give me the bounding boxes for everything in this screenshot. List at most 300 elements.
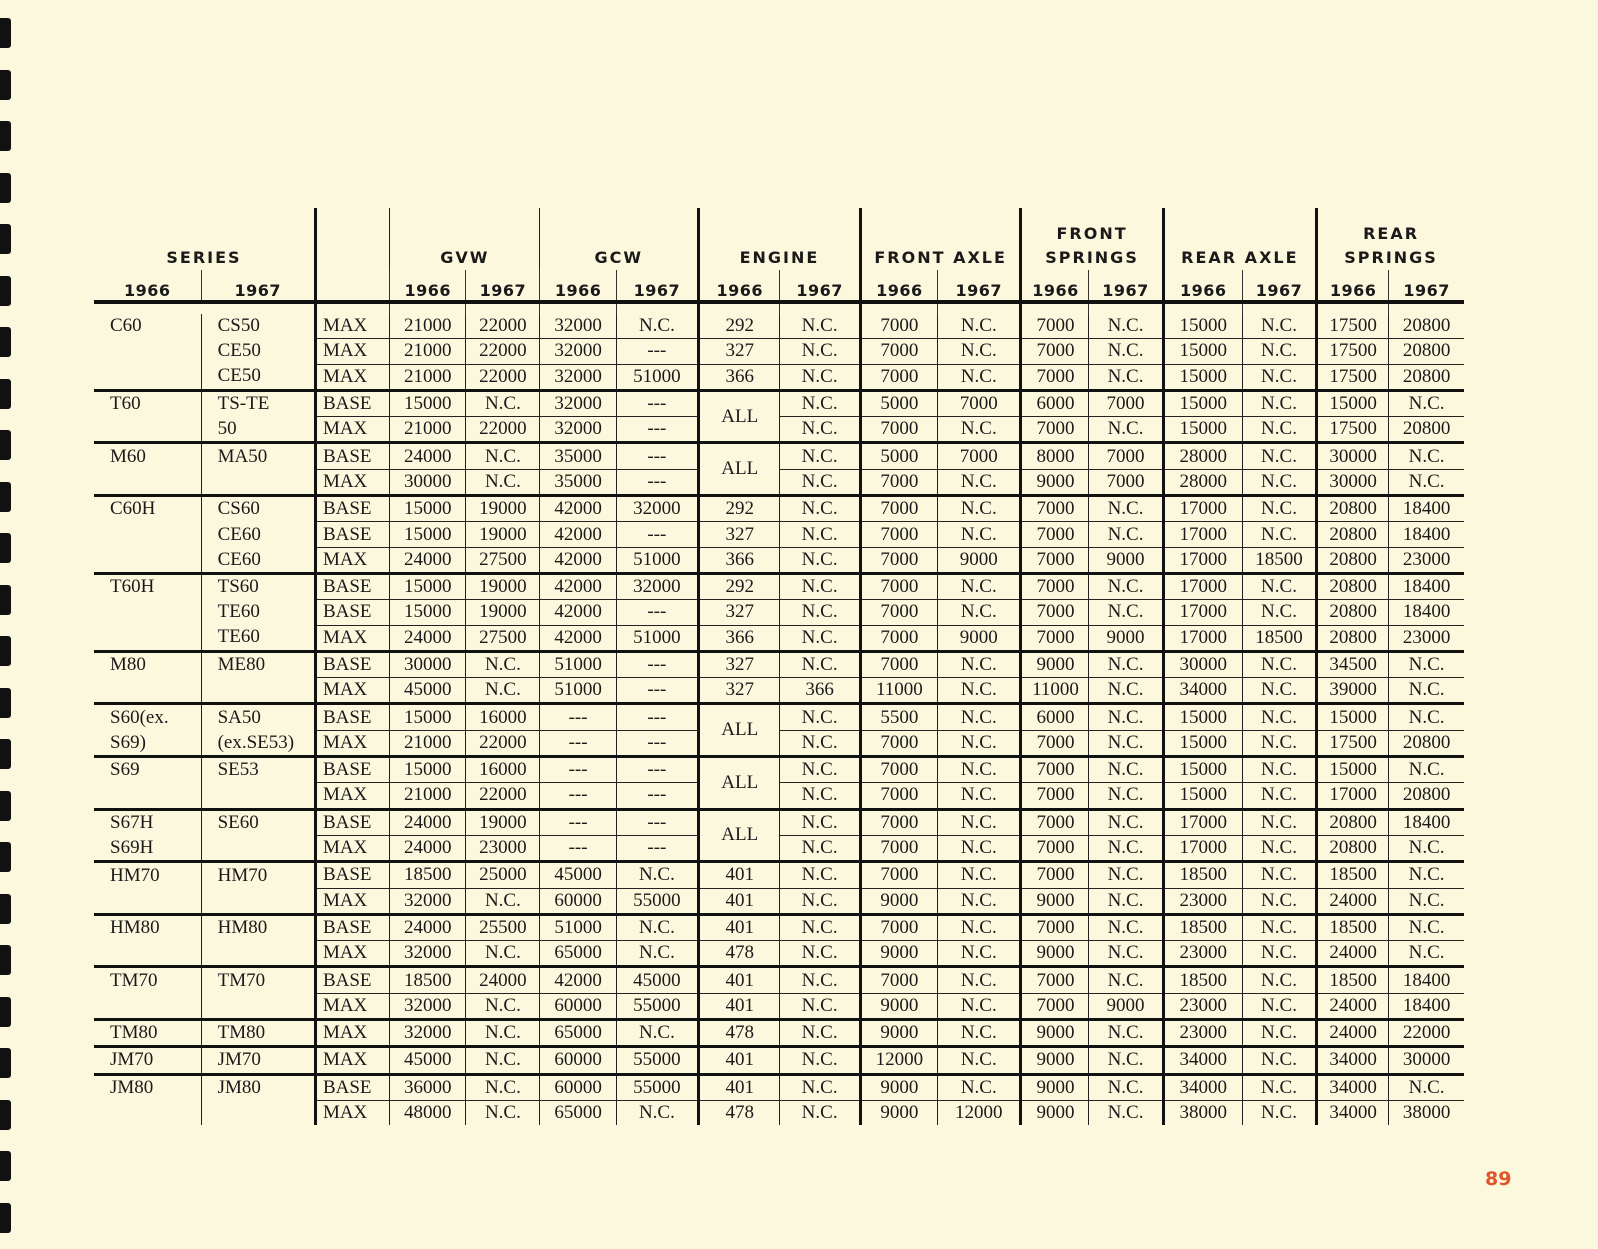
- header-front-axle: FRONT AXLE: [860, 208, 1021, 270]
- cell-s67: TM80: [201, 1020, 315, 1047]
- cell-gvw66: 45000: [390, 678, 466, 704]
- cell-t: BASE: [315, 522, 389, 547]
- cell-gvw66: 21000: [390, 730, 466, 756]
- cell-fa66: 9000: [860, 993, 937, 1019]
- cell-fa66: 7000: [860, 862, 937, 888]
- cell-fs66: 7000: [1021, 625, 1089, 651]
- cell-s67: [201, 783, 315, 809]
- cell-gvw67: 22000: [466, 339, 540, 364]
- cell-e66: ALL: [699, 809, 780, 862]
- cell-gvw67: N.C.: [466, 941, 540, 967]
- cell-fs67: N.C.: [1089, 600, 1163, 625]
- cell-gcw67: N.C.: [616, 862, 698, 888]
- binder-hole: [0, 585, 11, 615]
- cell-rs67: 20800: [1389, 339, 1464, 364]
- cell-gcw66: 32000: [540, 390, 616, 416]
- specifications-table: [94, 208, 1464, 1125]
- cell-ra67: N.C.: [1242, 862, 1316, 888]
- cell-gvw67: 19000: [466, 600, 540, 625]
- cell-t: MAX: [315, 1020, 389, 1047]
- table-row: [94, 651, 1464, 677]
- cell-fa67: N.C.: [938, 757, 1021, 783]
- cell-e67: N.C.: [780, 600, 860, 625]
- cell-t: MAX: [315, 417, 389, 443]
- cell-s67: TM70: [201, 967, 315, 993]
- cell-rs66: 20800: [1317, 809, 1389, 835]
- cell-gcw67: N.C.: [616, 314, 698, 339]
- cell-gcw66: 42000: [540, 522, 616, 547]
- cell-rs66: 17500: [1317, 364, 1389, 390]
- cell-s67: JM70: [201, 1047, 315, 1074]
- cell-s66: JM70: [94, 1047, 201, 1074]
- cell-gcw66: 60000: [540, 888, 616, 914]
- cell-e66: 327: [699, 600, 780, 625]
- cell-fs67: N.C.: [1089, 1074, 1163, 1100]
- cell-gcw67: ---: [616, 704, 698, 730]
- cell-fa66: 9000: [860, 1074, 937, 1100]
- cell-e67: N.C.: [780, 364, 860, 390]
- cell-s66: C60H: [110, 498, 156, 520]
- binder-hole: [0, 791, 11, 821]
- cell-ra66: 17000: [1163, 809, 1242, 835]
- cell-e67: N.C.: [780, 547, 860, 573]
- cell-gcw67: 55000: [616, 993, 698, 1019]
- cell-e66: 401: [699, 1047, 780, 1074]
- cell-t: MAX: [315, 339, 389, 364]
- cell-ra66: 17000: [1163, 496, 1242, 522]
- cell-ra67: N.C.: [1242, 469, 1316, 495]
- cell-rs66: 20800: [1317, 625, 1389, 651]
- cell-s67: [201, 888, 315, 914]
- cell-gvw67: N.C.: [466, 469, 540, 495]
- cell-fs66: 8000: [1021, 443, 1089, 469]
- cell-ra66: 15000: [1163, 339, 1242, 364]
- cell-rs66: 24000: [1317, 941, 1389, 967]
- cell-s67: HM70: [201, 862, 315, 888]
- table-row: [94, 390, 1464, 416]
- cell-gcw66: ---: [540, 730, 616, 756]
- cell-rs67: 18400: [1389, 600, 1464, 625]
- cell-e67: N.C.: [780, 522, 860, 547]
- cell-rs66: 18500: [1317, 862, 1389, 888]
- cell-rs66: 20800: [1317, 522, 1389, 547]
- cell-fs66: 7000: [1021, 757, 1089, 783]
- cell-t: MAX: [315, 1047, 389, 1074]
- cell-ra67: N.C.: [1242, 1020, 1316, 1047]
- cell-fa66: 7000: [860, 835, 937, 861]
- cell-rs66: 20800: [1317, 547, 1389, 573]
- cell-rs67: N.C.: [1389, 651, 1464, 677]
- cell-s66: C60: [110, 315, 142, 337]
- cell-gcw66: 42000: [540, 496, 616, 522]
- cell-t: BASE: [315, 443, 389, 469]
- cell-gcw66: 65000: [540, 941, 616, 967]
- cell-fs67: 7000: [1089, 443, 1163, 469]
- cell-s66: M80: [110, 654, 146, 676]
- cell-fa67: N.C.: [938, 730, 1021, 756]
- cell-rs67: N.C.: [1389, 914, 1464, 940]
- cell-s66: M60: [110, 445, 146, 467]
- header-gvw: GVW: [390, 208, 540, 270]
- year-1967: 1967: [1089, 270, 1163, 302]
- cell-gvw66: 18500: [390, 862, 466, 888]
- cell-rs67: 22000: [1389, 1020, 1464, 1047]
- cell-gcw67: 32000: [616, 496, 698, 522]
- cell-gvw66: 21000: [390, 314, 466, 339]
- header-front-springs-line1: FRONT: [1056, 224, 1128, 243]
- cell-gvw67: 27500: [466, 625, 540, 651]
- cell-rs66: 15000: [1317, 704, 1389, 730]
- table-row: [94, 757, 1464, 783]
- cell-gcw66: 42000: [540, 967, 616, 993]
- cell-rs67: N.C.: [1389, 1074, 1464, 1100]
- cell-ra66: 23000: [1163, 888, 1242, 914]
- cell-ra66: 17000: [1163, 573, 1242, 599]
- cell-gvw67: N.C.: [466, 1047, 540, 1074]
- cell-rs66: 15000: [1317, 390, 1389, 416]
- cell-gcw67: ---: [616, 417, 698, 443]
- cell-rs66: 24000: [1317, 888, 1389, 914]
- cell-gcw66: 42000: [540, 573, 616, 599]
- cell-gvw67: N.C.: [466, 888, 540, 914]
- cell-gvw66: 15000: [390, 704, 466, 730]
- cell-e67: N.C.: [780, 862, 860, 888]
- table-row: [94, 1020, 1464, 1047]
- cell-fs67: N.C.: [1089, 914, 1163, 940]
- cell-rs66: 17000: [1317, 783, 1389, 809]
- cell-rs66: 20800: [1317, 600, 1389, 625]
- cell-gcw67: ---: [616, 469, 698, 495]
- table-row: [94, 835, 1464, 861]
- cell-rs67: 20800: [1389, 730, 1464, 756]
- cell-fa67: N.C.: [938, 967, 1021, 993]
- cell-fa67: N.C.: [938, 862, 1021, 888]
- year-1966: 1966: [1317, 270, 1389, 302]
- cell-s66: T60: [110, 393, 141, 415]
- cell-ra67: N.C.: [1242, 339, 1316, 364]
- cell-t: MAX: [315, 993, 389, 1019]
- cell-gvw66: 24000: [390, 625, 466, 651]
- cell-rs67: N.C.: [1389, 443, 1464, 469]
- cell-s66: [94, 993, 201, 1019]
- cell-fa66: 12000: [860, 1047, 937, 1074]
- cell-e67: N.C.: [780, 651, 860, 677]
- cell-gvw66: 21000: [390, 783, 466, 809]
- table-row: [94, 1074, 1464, 1100]
- cell-fa67: N.C.: [938, 1047, 1021, 1074]
- cell-s66: S67H: [110, 812, 154, 834]
- cell-e67: N.C.: [780, 1020, 860, 1047]
- binder-hole: [0, 327, 11, 357]
- cell-gvw66: 18500: [390, 967, 466, 993]
- cell-fs67: 7000: [1089, 390, 1163, 416]
- cell-gvw66: 15000: [390, 496, 466, 522]
- cell-e66: ALL: [699, 390, 780, 443]
- cell-fs66: 7000: [1021, 730, 1089, 756]
- cell-gcw67: N.C.: [616, 1100, 698, 1125]
- cell-rs67: 20800: [1389, 417, 1464, 443]
- cell-fs67: 9000: [1089, 993, 1163, 1019]
- cell-fs67: N.C.: [1089, 678, 1163, 704]
- cell-fs67: N.C.: [1089, 730, 1163, 756]
- cell-fa67: 9000: [938, 625, 1021, 651]
- cell-e66: 292: [699, 314, 780, 339]
- year-1966: 1966: [1021, 270, 1089, 302]
- cell-fa66: 7000: [860, 573, 937, 599]
- cell-e66: 366: [699, 364, 780, 390]
- cell-rs66: 17500: [1317, 417, 1389, 443]
- cell-t: MAX: [315, 469, 389, 495]
- cell-e66: 401: [699, 967, 780, 993]
- cell-fa67: N.C.: [938, 339, 1021, 364]
- cell-fa67: 9000: [938, 547, 1021, 573]
- cell-rs66: 34000: [1317, 1047, 1389, 1074]
- cell-rs66: 20800: [1317, 496, 1389, 522]
- cell-e66: 366: [699, 625, 780, 651]
- cell-gvw67: N.C.: [466, 390, 540, 416]
- cell-gcw67: ---: [616, 600, 698, 625]
- header-front-springs-line2: SPRINGS: [1045, 248, 1139, 267]
- binder-hole: [0, 636, 11, 666]
- page-number: 89: [1485, 1168, 1512, 1190]
- cell-fs67: N.C.: [1089, 704, 1163, 730]
- cell-s67: CE60: [201, 547, 315, 573]
- cell-e67: N.C.: [780, 339, 860, 364]
- cell-gvw66: 24000: [390, 809, 466, 835]
- cell-e67: N.C.: [780, 390, 860, 416]
- cell-ra66: 23000: [1163, 941, 1242, 967]
- cell-gcw66: 65000: [540, 1100, 616, 1125]
- year-1967: 1967: [938, 270, 1021, 302]
- cell-gvw67: 27500: [466, 547, 540, 573]
- cell-gcw66: 51000: [540, 914, 616, 940]
- cell-t: BASE: [315, 600, 389, 625]
- cell-gcw66: 35000: [540, 443, 616, 469]
- cell-gvw67: 25000: [466, 862, 540, 888]
- year-1967: 1967: [780, 270, 860, 302]
- cell-s66: S69): [94, 730, 201, 756]
- cell-t: MAX: [315, 314, 389, 339]
- cell-ra66: 15000: [1163, 783, 1242, 809]
- table-row: [94, 1100, 1464, 1125]
- cell-fs67: N.C.: [1089, 888, 1163, 914]
- cell-fs66: 11000: [1021, 678, 1089, 704]
- table-row: [94, 547, 1464, 573]
- cell-ra67: N.C.: [1242, 704, 1316, 730]
- cell-fa66: 5500: [860, 704, 937, 730]
- cell-e67: N.C.: [780, 1074, 860, 1100]
- cell-fs67: N.C.: [1089, 809, 1163, 835]
- cell-ra66: 15000: [1163, 390, 1242, 416]
- cell-fs66: 7000: [1021, 417, 1089, 443]
- cell-e67: N.C.: [780, 1047, 860, 1074]
- cell-gvw67: 22000: [466, 730, 540, 756]
- cell-fa66: 7000: [860, 496, 937, 522]
- cell-gcw66: 45000: [540, 862, 616, 888]
- cell-e66: 401: [699, 862, 780, 888]
- year-1967: 1967: [1242, 270, 1316, 302]
- cell-ra66: 18500: [1163, 967, 1242, 993]
- cell-gcw67: ---: [616, 783, 698, 809]
- cell-e66: 327: [699, 678, 780, 704]
- cell-gvw67: 16000: [466, 757, 540, 783]
- cell-s66: T60H: [110, 576, 155, 598]
- cell-e66: 292: [699, 573, 780, 599]
- cell-fa67: N.C.: [938, 888, 1021, 914]
- cell-ra67: N.C.: [1242, 941, 1316, 967]
- cell-s67: SA50: [201, 704, 315, 730]
- cell-fs66: 9000: [1021, 1047, 1089, 1074]
- cell-e67: N.C.: [780, 1100, 860, 1125]
- cell-t: BASE: [315, 651, 389, 677]
- cell-rs66: 39000: [1317, 678, 1389, 704]
- cell-ra66: 15000: [1163, 417, 1242, 443]
- cell-rs67: N.C.: [1389, 390, 1464, 416]
- binder-hole: [0, 1151, 11, 1181]
- binder-hole: [0, 1100, 11, 1130]
- header-front-springs: [1021, 208, 1163, 270]
- cell-fs66: 7000: [1021, 967, 1089, 993]
- cell-fs66: 9000: [1021, 941, 1089, 967]
- cell-s66: [94, 417, 201, 443]
- cell-ra66: 17000: [1163, 522, 1242, 547]
- table-row: [94, 730, 1464, 756]
- cell-e66: ALL: [699, 443, 780, 496]
- cell-fa67: 7000: [938, 390, 1021, 416]
- cell-fs66: 9000: [1021, 1020, 1089, 1047]
- table-row: [94, 314, 1464, 339]
- cell-s66: HM70: [110, 864, 160, 886]
- cell-s66: [94, 1100, 201, 1125]
- cell-gcw67: ---: [616, 339, 698, 364]
- cell-ra66: 34000: [1163, 678, 1242, 704]
- table-row: [94, 809, 1464, 835]
- cell-s67: TE60: [201, 625, 315, 651]
- cell-t: MAX: [315, 678, 389, 704]
- cell-fa66: 9000: [860, 1020, 937, 1047]
- cell-gvw67: 22000: [466, 783, 540, 809]
- cell-fa66: 9000: [860, 888, 937, 914]
- cell-ra66: 28000: [1163, 469, 1242, 495]
- cell-fs67: N.C.: [1089, 339, 1163, 364]
- table-row: [94, 941, 1464, 967]
- cell-fa66: 7000: [860, 522, 937, 547]
- cell-fa67: N.C.: [938, 941, 1021, 967]
- cell-fa66: 5000: [860, 390, 937, 416]
- cell-s66: [94, 522, 201, 547]
- cell-gvw66: 24000: [390, 443, 466, 469]
- cell-gcw67: 55000: [616, 1074, 698, 1100]
- cell-s66: [94, 364, 201, 390]
- cell-gcw66: 35000: [540, 469, 616, 495]
- cell-s67: TS60: [201, 573, 315, 599]
- cell-ra66: 15000: [1163, 730, 1242, 756]
- cell-fs67: N.C.: [1089, 862, 1163, 888]
- cell-s66: JM80: [110, 1077, 154, 1098]
- cell-ra67: N.C.: [1242, 835, 1316, 861]
- binder-hole: [0, 224, 11, 254]
- header-series: SERIES: [166, 248, 242, 267]
- cell-gvw66: 32000: [390, 993, 466, 1019]
- year-1966: 1966: [390, 270, 466, 302]
- cell-fa66: 9000: [860, 941, 937, 967]
- cell-e67: N.C.: [780, 417, 860, 443]
- cell-fs66: 7000: [1021, 522, 1089, 547]
- table-row: [94, 417, 1464, 443]
- cell-rs67: N.C.: [1389, 888, 1464, 914]
- header-rear-springs-line1: REAR: [1363, 224, 1420, 243]
- cell-gvw66: 45000: [390, 1047, 466, 1074]
- cell-s66: TM70: [110, 969, 158, 991]
- cell-rs67: 18400: [1389, 496, 1464, 522]
- cell-fs67: N.C.: [1089, 522, 1163, 547]
- cell-fs67: N.C.: [1089, 783, 1163, 809]
- cell-gcw67: ---: [616, 678, 698, 704]
- cell-s67: MA50: [201, 443, 315, 469]
- cell-ra67: N.C.: [1242, 888, 1316, 914]
- cell-gcw66: 32000: [540, 314, 616, 339]
- cell-fs66: 7000: [1021, 993, 1089, 1019]
- cell-fa66: 7000: [860, 417, 937, 443]
- cell-fs66: 7000: [1021, 339, 1089, 364]
- cell-fa67: 7000: [938, 443, 1021, 469]
- cell-ra66: 30000: [1163, 651, 1242, 677]
- year-1967: 1967: [201, 270, 315, 302]
- cell-s67: SE53: [201, 757, 315, 783]
- cell-rs67: 20800: [1389, 314, 1464, 339]
- cell-fa67: N.C.: [938, 651, 1021, 677]
- binder-hole: [0, 894, 11, 924]
- cell-s67: SE60: [201, 809, 315, 835]
- cell-gvw67: 22000: [466, 364, 540, 390]
- cell-e66: 327: [699, 339, 780, 364]
- cell-fa67: 12000: [938, 1100, 1021, 1125]
- cell-fs66: 6000: [1021, 390, 1089, 416]
- cell-fs66: 9000: [1021, 1074, 1089, 1100]
- table-row: [94, 469, 1464, 495]
- binder-hole: [0, 276, 11, 306]
- cell-e66: 327: [699, 522, 780, 547]
- cell-ra66: 15000: [1163, 704, 1242, 730]
- cell-rs67: 38000: [1389, 1100, 1464, 1125]
- cell-ra67: N.C.: [1242, 678, 1316, 704]
- cell-e67: N.C.: [780, 443, 860, 469]
- cell-e66: 366: [699, 547, 780, 573]
- binder-hole: [0, 173, 11, 203]
- table-row: [94, 914, 1464, 940]
- cell-s67: [201, 835, 315, 861]
- cell-fs67: 7000: [1089, 469, 1163, 495]
- cell-gcw66: 51000: [540, 678, 616, 704]
- cell-rs67: 23000: [1389, 625, 1464, 651]
- cell-fs66: 7000: [1021, 835, 1089, 861]
- cell-fa66: 7000: [860, 809, 937, 835]
- cell-gcw66: ---: [540, 783, 616, 809]
- cell-gcw67: 45000: [616, 967, 698, 993]
- cell-e66: ALL: [699, 757, 780, 810]
- cell-fa67: N.C.: [938, 914, 1021, 940]
- cell-ra66: 18500: [1163, 914, 1242, 940]
- cell-fs66: 9000: [1021, 651, 1089, 677]
- cell-fs67: N.C.: [1089, 757, 1163, 783]
- cell-gvw67: N.C.: [466, 678, 540, 704]
- cell-fs66: 7000: [1021, 600, 1089, 625]
- cell-gvw66: 30000: [390, 651, 466, 677]
- cell-s66: [94, 783, 201, 809]
- cell-e67: N.C.: [780, 573, 860, 599]
- cell-ra66: 15000: [1163, 364, 1242, 390]
- cell-e66: ALL: [699, 704, 780, 757]
